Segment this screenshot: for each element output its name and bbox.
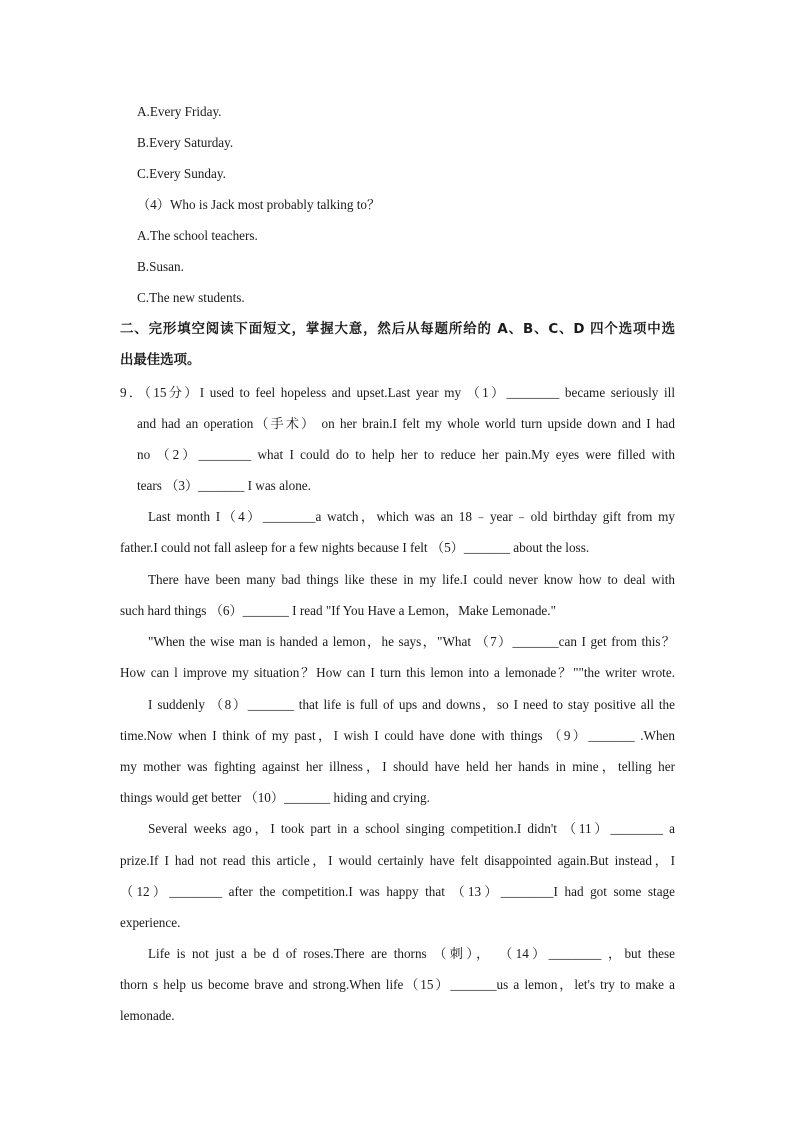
passage-line: How can l improve my situation？How can I turn this lemon into a lemonade？""the writer wrote. [120, 665, 675, 680]
passage-line: things would get better （10）_______ hiding and crying. [120, 790, 430, 805]
option-b-susan: B.Susan. [137, 259, 184, 274]
passage-line: experience. [120, 915, 181, 930]
passage-line: thorn s help us become brave and strong.When life（15）_______us a lemon，let's try to make a [120, 977, 675, 992]
passage-line: tears （3）_______ I was alone. [137, 478, 311, 493]
passage-line: （12）________ after the competition.I was happy that （13）________I had got some stage [120, 884, 675, 899]
sub-question-4-stem: （4）Who is Jack most probably talking to？ [137, 197, 381, 212]
passage-line: no （2）________ what I could do to help her to reduce her pain.My eyes were filled with [137, 447, 675, 462]
passage-line: such hard things （6）_______ I read "If You Have a Lemon，Make Lemonade." [120, 603, 556, 618]
passage-line: prize.If I had not read this article，I would certainly have felt disappointed again.But instead，I [120, 853, 675, 868]
option-a-every-friday: A.Every Friday. [137, 104, 222, 119]
section-heading-line2: 出最佳选项。 [120, 353, 201, 368]
passage-line: 9．（15分）I used to feel hopeless and upset.Last year my （1）________ became seriously ill [120, 385, 675, 400]
option-a-school-teachers: A.The school teachers. [137, 228, 258, 243]
passage-line: time.Now when I think of my past，I wish I could have done with things （9）_______ .When [120, 728, 675, 743]
passage-line: I suddenly （8）_______ that life is full of ups and downs，so I need to stay positive all the [148, 697, 675, 712]
passage-line: Last month I（4）________a watch，which was an 18﹣year﹣old birthday gift from my [148, 509, 675, 524]
option-c-every-sunday: C.Every Sunday. [137, 166, 226, 181]
passage-line: and had an operation（手术） on her brain.I felt my whole world turn upside down and I had [137, 416, 675, 431]
section-heading-line1: 二、完形填空阅读下面短文，掌握大意，然后从每题所给的 A、B、C、D 四个选项中选 [120, 322, 675, 337]
passage-line: Several weeks ago，I took part in a school singing competition.I didn't （11）________ a [148, 821, 675, 836]
passage-line: "When the wise man is handed a lemon，he says，"What （7）_______can I get from this？ [148, 634, 675, 649]
passage-line: Life is not just a be d of roses.There are thorns （刺）， （14）________ ，but these [148, 946, 675, 961]
passage-line: There have been many bad things like these in my life.I could never know how to deal with [148, 572, 675, 587]
passage-line: father.I could not fall asleep for a few nights because I felt （5）_______ about the loss. [120, 540, 590, 555]
option-b-every-saturday: B.Every Saturday. [137, 135, 234, 150]
option-c-new-students: C.The new students. [137, 290, 245, 305]
passage-line: my mother was fighting against her illness，I should have held her hands in mine，telling her [120, 759, 675, 774]
passage-line: lemonade. [120, 1008, 175, 1023]
